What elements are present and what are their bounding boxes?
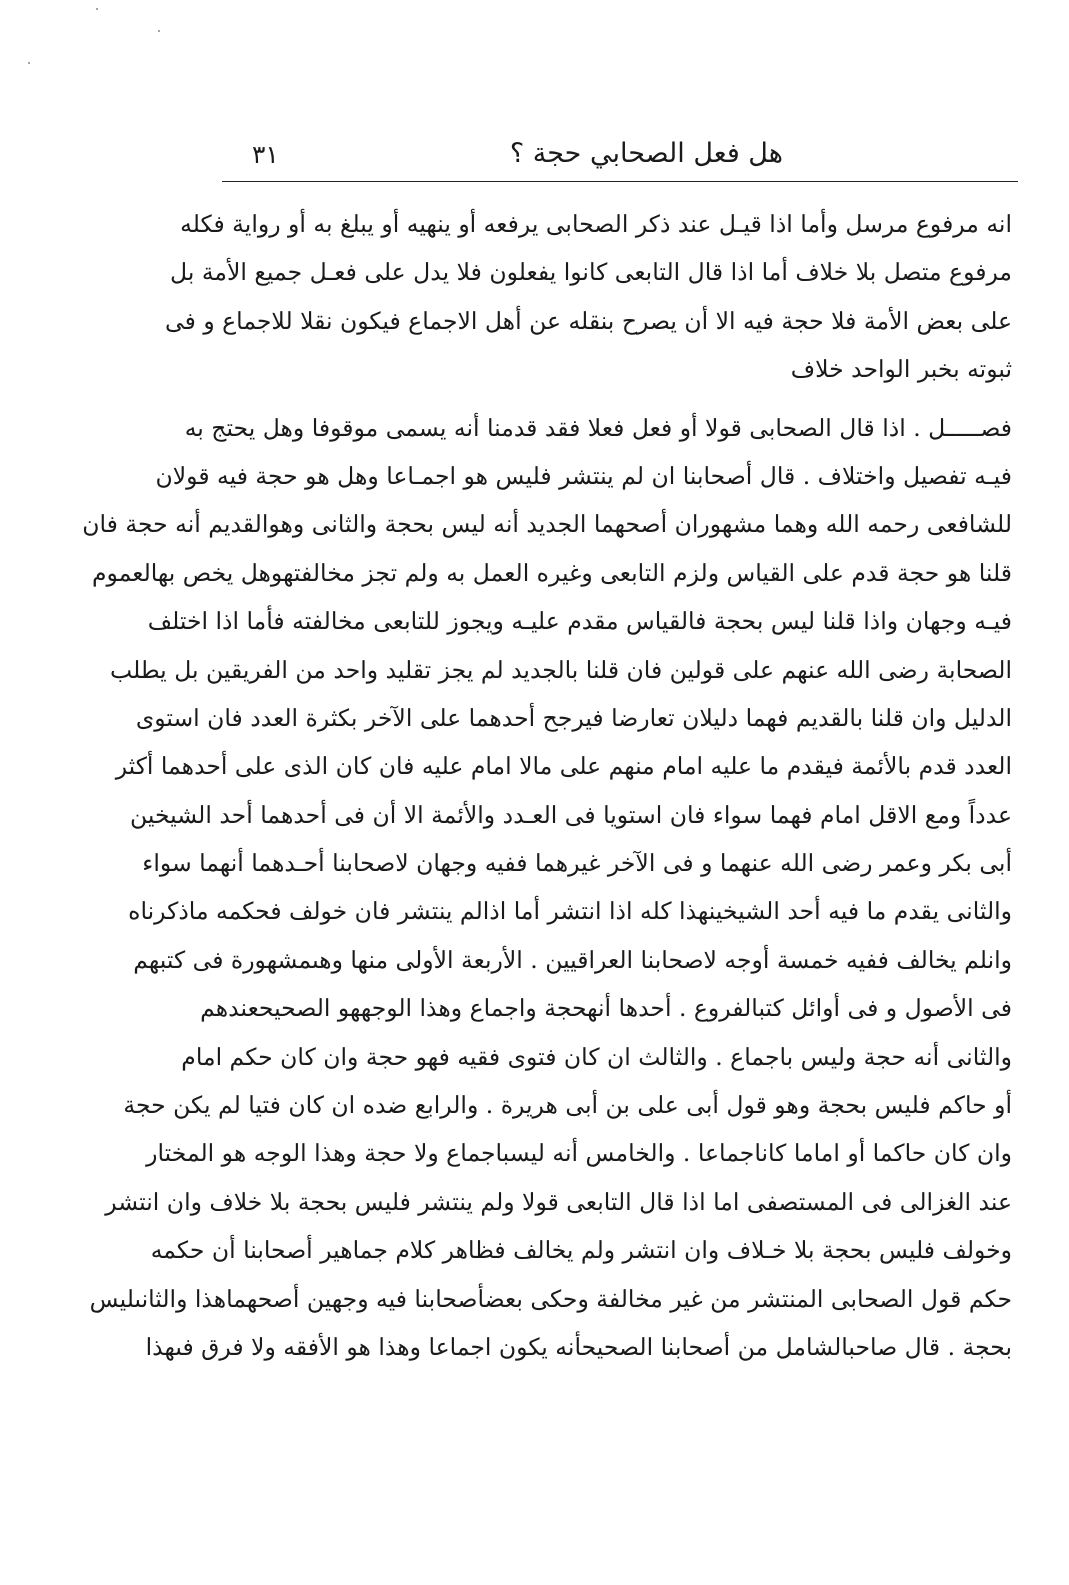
text-line: حكم قول الصحابى المنتشر من غير مخالفة وحكى بعضأصحابنا فيه وجهين أصحهماهذا والثانىليس	[89, 1284, 1012, 1313]
text-line: أبى بكر وعمر رضى الله عنهما و فى الآخر غيرهما ففيه وجهان لاصحابنا أحـدهما أنهما سواء	[142, 849, 1012, 878]
text-line: والثانى يقدم ما فيه أحد الشيخينهذا كله اذا انتشر أما اذالم ينتشر فان خولف فحكمه ماذكرناه	[128, 897, 1012, 926]
page-header	[222, 130, 1018, 178]
scan-speck	[158, 30, 160, 32]
text-line: انه مرفوع مرسل وأما اذا قيـل عند ذكر الصحابى يرفعه أو ينهيه أو يبلغ به أو رواية فكله	[180, 210, 1012, 238]
text-line: الصحابة رضى الله عنهم على قولين فان قلنا بالجديد لم يجز تقليد واحد من الفريقين بل يطلب	[110, 655, 1012, 684]
text-line: على بعض الأمة فلا حجة فيه الا أن يصرح بنقله عن أهل الاجماع فيكون نقلا للاجماع و فى	[165, 306, 1012, 335]
text-line: عند الغزالى فى المستصفى اما اذا قال التابعى قولا ولم ينتشر فليس بحجة بلا خلاف وان انتشر	[105, 1187, 1012, 1216]
text-line: وان كان حاكما أو اماما كاناجماعا . والخامس أنه ليسباجماع ولا حجة وهذا الوجه هو المختار	[146, 1139, 1012, 1168]
running-title: هل فعل الصحابي حجة ؟	[509, 138, 783, 169]
scan-speck	[28, 62, 30, 64]
text-line: قلنا هو حجة قدم على القياس ولزم التابعى وغيره العمل به ولم تجز مخالفتهوهل يخص بهالعموم	[92, 558, 1012, 587]
text-line: وانلم يخالف ففيه خمسة أوجه لاصحابنا العراقيين . الأربعة الأولى منها وهىمشهورة فى كتبهم	[133, 945, 1012, 974]
paragraph-gap	[232, 394, 1012, 404]
text-line: العدد قدم بالأئمة فيقدم ما عليه امام منهم على مالا امام عليه فان كان الذى على أحدهما أكثر	[115, 752, 1012, 781]
text-line: وخولف فليس بحجة بلا خـلاف وان انتشر ولم يخالف فظاهر كلام جماهير أصحابنا أن حكمه	[150, 1236, 1012, 1265]
text-line: بحجة . قال صاحبالشامل من أصحابنا الصحيحأنه يكون اجماعا وهذا هو الأفقه ولا فرق فىهذا	[145, 1332, 1012, 1361]
text-line: فيـه تفصيل واختلاف . قال أصحابنا ان لم ينتشر فليس هو اجمـاعا وهل هو حجة فيه قولان	[155, 461, 1012, 490]
text-line: ثبوته بخبر الواحد خلاف	[790, 355, 1012, 384]
text-line: فيـه وجهان واذا قلنا ليس بحجة فالقياس مقدم عليـه ويجوز للتابعى مخالفته فأما اذا اختلف	[147, 607, 1012, 636]
text-line: مرفوع متصل بلا خلاف أما اذا قال التابعى كانوا يفعلون فلا يدل على فعـل جميع الأمة بل	[170, 258, 1012, 287]
header-rule	[222, 181, 1018, 182]
text-line: أو حاكم فليس بحجة وهو قول أبى على بن أبى هريرة . والرابع ضده ان كان فتيا لم يكن حجة	[123, 1091, 1012, 1120]
text-line: والثانى أنه حجة وليس باجماع . والثالث ان كان فتوى فقيه فهو حجة وان كان حكم امام	[181, 1042, 1012, 1071]
text-line: فى الأصول و فى أوائل كتبالفروع . أحدها أنهحجة واجماع وهذا الوجههو الصحيحعندهم	[200, 994, 1012, 1023]
page-number: ٣١	[252, 140, 279, 169]
text-line: فصـــــل . اذا قال الصحابى قولا أو فعل فعلا فقد قدمنا أنه يسمى موقوفا وهل يحتج به	[184, 413, 1012, 442]
text-line: الدليل وان قلنا بالقديم فهما دليلان تعارضا فيرجح أحدهما على الآخر بكثرة العدد فان استوى	[135, 703, 1012, 732]
body-text	[82, 200, 1012, 1371]
text-line: للشافعى رحمه الله وهما مشهوران أصحهما الجديد أنه ليس بحجة والثانى وهوالقديم أنه حجة فان	[82, 510, 1012, 539]
scan-speck	[96, 8, 98, 10]
text-line: عدداً ومع الاقل امام فهما سواء فان استويا فى العـدد والأئمة الا أن فى أحدهما أحد الشيخين	[129, 800, 1012, 829]
